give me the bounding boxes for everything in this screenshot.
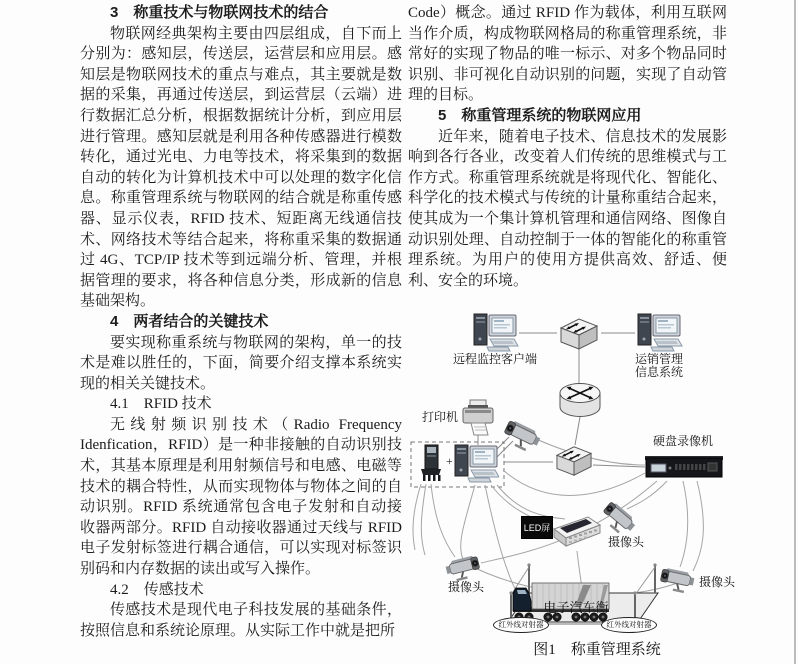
led-screen: LED屏 — [521, 516, 553, 539]
section-4-2-paragraph: 传感技术是现代电子科技发展的基础条件，按照信息和系统论原理。从实际工作中就是把所 — [80, 602, 402, 639]
figure-1 — [405, 305, 799, 664]
plus-sign: + — [446, 454, 453, 468]
section-5-paragraph: 近年来，随着电子技术、信息技术的发展影响到各行各业，改变着人们传统的思维模式与工作方式。称重管理系统就是将现代化、智能化、科学化的技术模式与传统的计量称重结合起来，使其成为一个集计算机管理和通信网络、图像自动识别处理、自动控制于一体的智能化的称重管理系统。为用户的使用方提供高效、舒适、便利、安全的环境。 — [408, 128, 727, 289]
left-column — [80, 3, 402, 641]
dvr-icon — [645, 453, 723, 481]
page-edge-line — [794, 0, 796, 664]
mis-label-line1: 运销管理 — [634, 352, 683, 366]
mis-label-line2: 信息系统 — [634, 365, 683, 379]
continuation-paragraph: Code）概念。通过 RFID 作为载体，利用互联网当作介质，构成物联网格局的称重管理系统，非常好的实现了物品的唯一标示、对多个物品同时识别、非可视化自动识别的问题，实现了自动管理的目标。 — [408, 5, 727, 104]
computer-icon — [453, 444, 499, 484]
remote-client-label: 远程监控客户端 — [452, 352, 537, 366]
infrared-sensor-label: 红外线对射器 — [601, 617, 657, 633]
right-column — [408, 3, 727, 291]
section-4-2-heading: 4.2 传感技术 — [110, 581, 204, 598]
section-4-1-paragraph: 无线射频识别技术（Radio Frequency Idenfication，RFID）是一种非接触的自动识别技术，其基本原理是利用射频信号和电感、电磁等技术的耦合特性，从而实现物体与物体之间的自动识别。RFID 系统通常包含电子发射和自动接收器两部分。RFID 自动接收器通过天线与 RFID 电子发射标签进行耦合通信，可以实现对标签识别码和内存数据的读出或写入操作。 — [80, 416, 402, 578]
truck-scale-label: 电子汽车衡 — [543, 600, 609, 615]
section-3-paragraph: 物联网经典架构主要由四层组成，自下而上分别为：感知层，传送层，运营层和应用层。感知层是物联网技术的重点与难点，其主要就是数据的采集，再通过传送层，到运营层（云端）进行数据汇总分析，根据数据统计分析，到应用层进行管理。感知层就是利用各种传感器进行模数转化，通过光电、力电等技术，将采集到的数据自动的转化为计算机技术中可以处理的数字化信息。称重管理系统与物联网的结合就是称重传感器、显示仪表，RFID 技术、短距离无线通信技术、网络技术等结合起来，将称重采集的数据通过 4G、TCP/IP 技术等到远端分析、管理，并根据管理的要求，将各种信息分类，形成新的信息基础架构。 — [80, 25, 402, 310]
infrared-sensor-label: 红外线对射器 — [493, 617, 549, 633]
section-4-heading: 4 两者结合的关键技术 — [110, 312, 269, 330]
switch-icon — [553, 443, 595, 479]
computer-icon — [635, 313, 683, 353]
section-3-heading: 3 称重技术与物联网技术的结合 — [110, 4, 329, 21]
computer-icon — [471, 313, 519, 353]
camera-label: 摄像头 — [447, 580, 484, 594]
weighing-indicator-icon — [552, 513, 602, 551]
switch-icon — [557, 315, 601, 353]
section-4-paragraph: 要实现称重系统与物联网的架构，单一的技术是难以胜任的，下面，简要介绍支撑本系统实现的相关关键技术。 — [80, 334, 402, 392]
dvr-label: 硬盘录像机 — [652, 434, 713, 448]
figure-caption: 图1 称重管理系统 — [533, 642, 661, 658]
camera-label: 摄像头 — [607, 535, 644, 549]
printer-label: 打印机 — [421, 410, 458, 424]
section-4-1-heading: 4.1 RFID 技术 — [110, 396, 212, 413]
io-device-icon — [417, 444, 445, 484]
section-5-heading: 5 称重管理系统的物联网应用 — [438, 106, 642, 124]
camera-label: 摄像头 — [698, 575, 735, 589]
printer-icon — [461, 399, 495, 439]
router-icon — [557, 379, 603, 421]
